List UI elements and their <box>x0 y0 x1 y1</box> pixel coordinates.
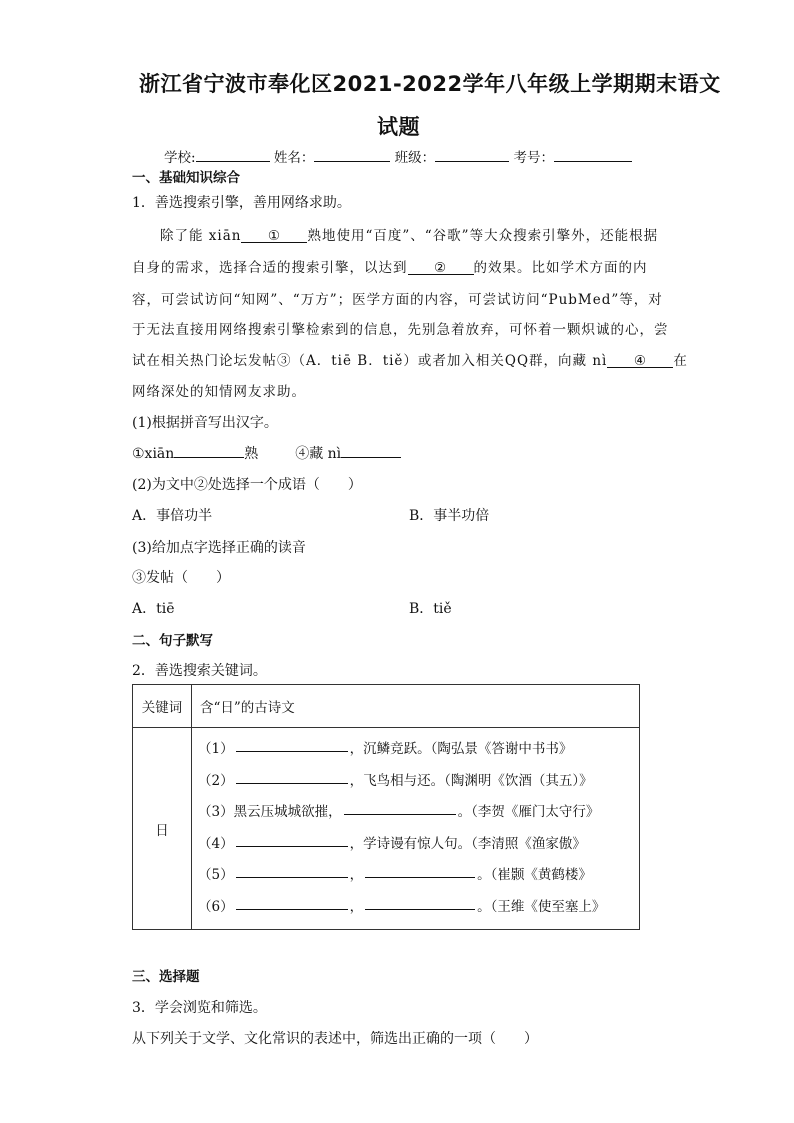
poem-answer-blank[interactable] <box>236 766 348 784</box>
q1-sub3-option-a[interactable]: A．tiē <box>132 601 175 617</box>
question-2-stem: 2．善选搜索关键词。 <box>132 663 267 679</box>
keyword-char-cell: 日 <box>133 728 192 930</box>
q1-passage-line-3: 容，可尝试访问“知网”、“万方”；医学方面的内容，可尝试访问“PubMed”等，对 <box>132 292 663 308</box>
q1-passage-line-1: 除了能 xiān ① 熟地使用“百度”、“谷歌”等大众搜索引擎外，还能根据 <box>160 228 659 244</box>
poem-table <box>132 684 640 930</box>
poem-line-source: ，飞鸟相与还。（陶渊明《饮酒（其五）》 <box>349 772 593 789</box>
poem-answer-blank[interactable] <box>236 892 348 910</box>
q1-sub1-items: ①xiān 熟 ④藏 nì <box>132 443 401 463</box>
poem-line <box>192 860 639 892</box>
q1-sub3-option-b[interactable]: B．tiě <box>409 601 452 617</box>
poem-line-number: （5） <box>198 867 234 883</box>
poem-lines-cell <box>192 728 640 930</box>
poem-line <box>192 797 639 829</box>
poem-line <box>192 829 639 861</box>
q1-passage-line-5: 试在相关热门论坛发帖③（A．tiē B．tiě）或者加入相关QQ群，向藏 nì ④ 在 <box>132 353 688 369</box>
student-info-line <box>164 146 632 166</box>
q1-sub2-option-b[interactable]: B．事半功倍 <box>409 508 490 524</box>
poem-answer-blank[interactable] <box>344 797 456 815</box>
section-heading-3: 三、选择题 <box>132 969 200 985</box>
sub1-answer-b[interactable] <box>341 443 401 458</box>
q1-sub2-label: (2)为文中②处选择一个成语（ ） <box>132 477 362 493</box>
poem-line-number: （2） <box>198 772 234 789</box>
poem-line-source: 。（王维《使至塞上》 <box>477 898 606 915</box>
blank-4[interactable]: ④ <box>607 353 673 368</box>
poem-line-source: ， <box>349 867 364 883</box>
poem-answer-blank[interactable] <box>236 734 348 752</box>
number-field[interactable] <box>554 147 632 162</box>
q1-sub2-option-a[interactable]: A．事倍功半 <box>132 508 213 524</box>
poem-line-source: 。（崔颢《黄鹤楼》 <box>477 867 592 883</box>
q1-passage-line-4: 于无法直接用网络搜索引擎检索到的信息，先别急着放弃，可怀着一颗炽诚的心，尝 <box>132 322 669 338</box>
blank-1[interactable]: ① <box>241 228 307 243</box>
poem-line-given-text: 黑云压城城欲摧， <box>233 804 342 820</box>
keyword-value-cell: 含“日”的古诗文 <box>192 685 640 728</box>
question-1-stem: 1．善选搜索引擎，善用网络求助。 <box>132 195 351 211</box>
poem-line-source: ，学诗谩有惊人句。（李清照《渔家傲》 <box>349 835 586 852</box>
poem-line <box>192 892 639 924</box>
poem-line-source: 。（李贺《雁门太守行》 <box>457 804 600 820</box>
name-label: 姓名： <box>273 150 315 166</box>
poem-line-number: （4） <box>198 835 234 852</box>
section-heading-1: 一、基础知识综合 <box>132 170 240 186</box>
poem-answer-blank[interactable] <box>236 860 348 878</box>
poem-line <box>192 734 639 766</box>
q1-passage-line-6: 网络深处的知情网友求助。 <box>132 384 306 400</box>
poem-answer-blank[interactable] <box>365 860 475 878</box>
poem-line-source: ，沉鳞竞跃。（陶弘景《答谢中书书》 <box>349 741 573 757</box>
number-label: 考号： <box>513 150 554 166</box>
question-3-prompt: 从下列关于文学、文化常识的表述中，筛选出正确的一项（ ） <box>132 1031 538 1047</box>
page-title-cont: 试题 <box>377 115 420 139</box>
page-title: 浙江省宁波市奉化区2021-2022学年八年级上学期期末语文 <box>139 72 721 96</box>
poem-line-source: ， <box>349 898 364 915</box>
name-field[interactable] <box>314 147 390 162</box>
school-label: 学校: <box>164 150 196 166</box>
section-heading-2: 二、句子默写 <box>132 633 213 649</box>
class-label: 班级： <box>394 150 436 166</box>
question-3-stem: 3．学会浏览和筛选。 <box>132 1000 267 1016</box>
blank-2[interactable]: ② <box>408 260 474 275</box>
keyword-label-cell: 关键词 <box>133 685 192 728</box>
q1-sub3-item: ③发帖（ ） <box>132 570 230 586</box>
school-field[interactable] <box>196 147 270 162</box>
sub1-answer-a[interactable] <box>174 443 244 458</box>
poem-line <box>192 766 639 798</box>
q1-sub3-label: (3)给加点字选择正确的读音 <box>132 540 306 556</box>
poem-line-number: （3） <box>198 804 234 820</box>
poem-line-number: （1） <box>198 741 234 757</box>
poem-answer-blank[interactable] <box>365 892 475 910</box>
q1-passage-line-2: 自身的需求，选择合适的搜索引擎，以达到 ② 的效果。比如学术方面的内 <box>132 260 648 276</box>
q1-sub1-label: (1)根据拼音写出汉字。 <box>132 415 278 431</box>
poem-line-number: （6） <box>198 898 234 915</box>
class-field[interactable] <box>435 147 509 162</box>
poem-answer-blank[interactable] <box>236 829 348 847</box>
